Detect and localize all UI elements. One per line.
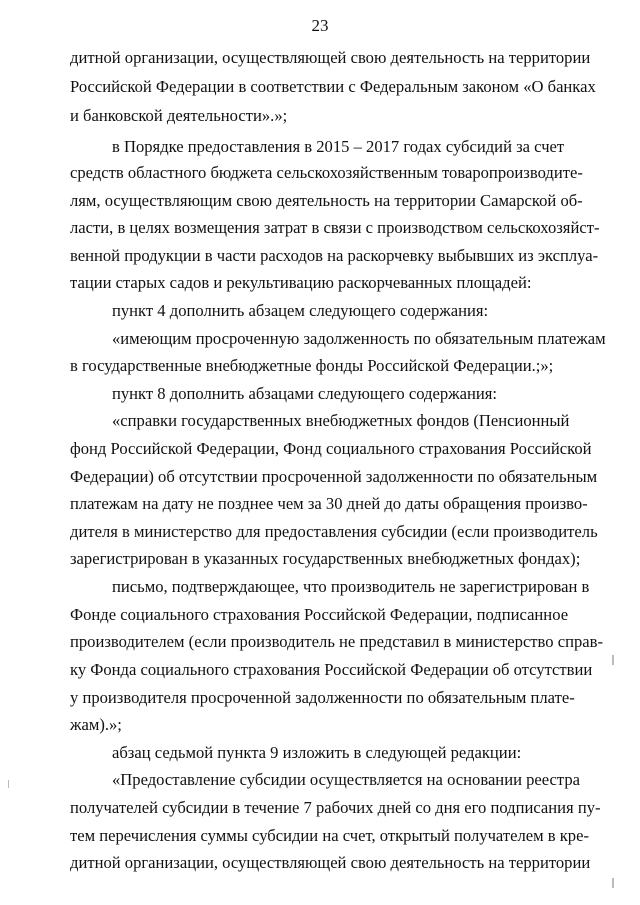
- text-line: абзац седьмой пункта 9 изложить в следующей редакции:: [112, 743, 522, 762]
- text-line: Федерации) об отсутствии просроченной задолженности по обязательным: [70, 467, 598, 486]
- text-line: фонд Российской Федерации, Фонд социального страхования Российской: [70, 439, 592, 458]
- scan-artifact: [612, 655, 614, 665]
- scan-artifact: [612, 878, 614, 888]
- text-line: лям, осуществляющим свою деятельность на территории Самарской об-: [70, 191, 583, 210]
- text-line: «справки государственных внебюджетных фондов (Пенсионный: [112, 411, 570, 430]
- text-line: письмо, подтверждающее, что производитель не зарегистрирован в: [112, 577, 590, 596]
- text-line: у производителя просроченной задолженности по обязательным плате-: [70, 688, 575, 707]
- text-line: ку Фонда социального страхования Российской Федерации об отсутствии: [70, 660, 593, 679]
- text-line: тации старых садов и рекультивацию раскорчеванных площадей:: [70, 273, 532, 292]
- text-line: дитной организации, осуществляющей свою деятельность на территории: [70, 48, 591, 67]
- text-line: зарегистрирован в указанных государственных внебюджетных фондах);: [70, 549, 581, 568]
- text-line: в государственные внебюджетные фонды Российской Федерации.;»;: [70, 356, 554, 375]
- text-line: и банковской деятельности».»;: [70, 106, 288, 125]
- text-line: тем перечисления суммы субсидии на счет, открытый получателем в кре-: [70, 826, 589, 845]
- text-line: «имеющим просроченную задолженность по обязательным платежам: [112, 329, 606, 348]
- text-line: платежам на дату не позднее чем за 30 дней до даты обращения произво-: [70, 494, 588, 513]
- text-line: Фонде социального страхования Российской Федерации, подписанное: [70, 605, 569, 624]
- text-line: дитной организации, осуществляющей свою деятельность на территории: [70, 853, 591, 872]
- page-number: 23: [311, 16, 329, 35]
- text-line: получателей субсидии в течение 7 рабочих дней со дня его подписания пу-: [70, 798, 601, 817]
- text-line: жам).»;: [70, 715, 122, 734]
- text-line: «Предоставление субсидии осуществляется на основании реестра: [112, 770, 581, 789]
- text-line: средств областного бюджета сельскохозяйственным товаропроизводите-: [70, 163, 583, 182]
- text-line: производителем (если производитель не представил в министерство справ-: [70, 632, 603, 651]
- scan-artifact: [8, 780, 9, 788]
- text-line: в Порядке предоставления в 2015 – 2017 годах субсидий за счет: [112, 137, 565, 156]
- text-line: венной продукции в части расходов на раскорчевку выбывших из эксплуа-: [70, 246, 599, 265]
- text-line: пункт 8 дополнить абзацами следующего содержания:: [112, 384, 497, 403]
- text-line: дителя в министерство для предоставления субсидии (если производитель: [70, 522, 598, 541]
- text-line: ласти, в целях возмещения затрат в связи с производством сельскохозяйст-: [70, 218, 600, 237]
- text-line: Российской Федерации в соответствии с Федеральным законом «О банках: [70, 77, 596, 96]
- text-line: пункт 4 дополнить абзацем следующего содержания:: [112, 301, 489, 320]
